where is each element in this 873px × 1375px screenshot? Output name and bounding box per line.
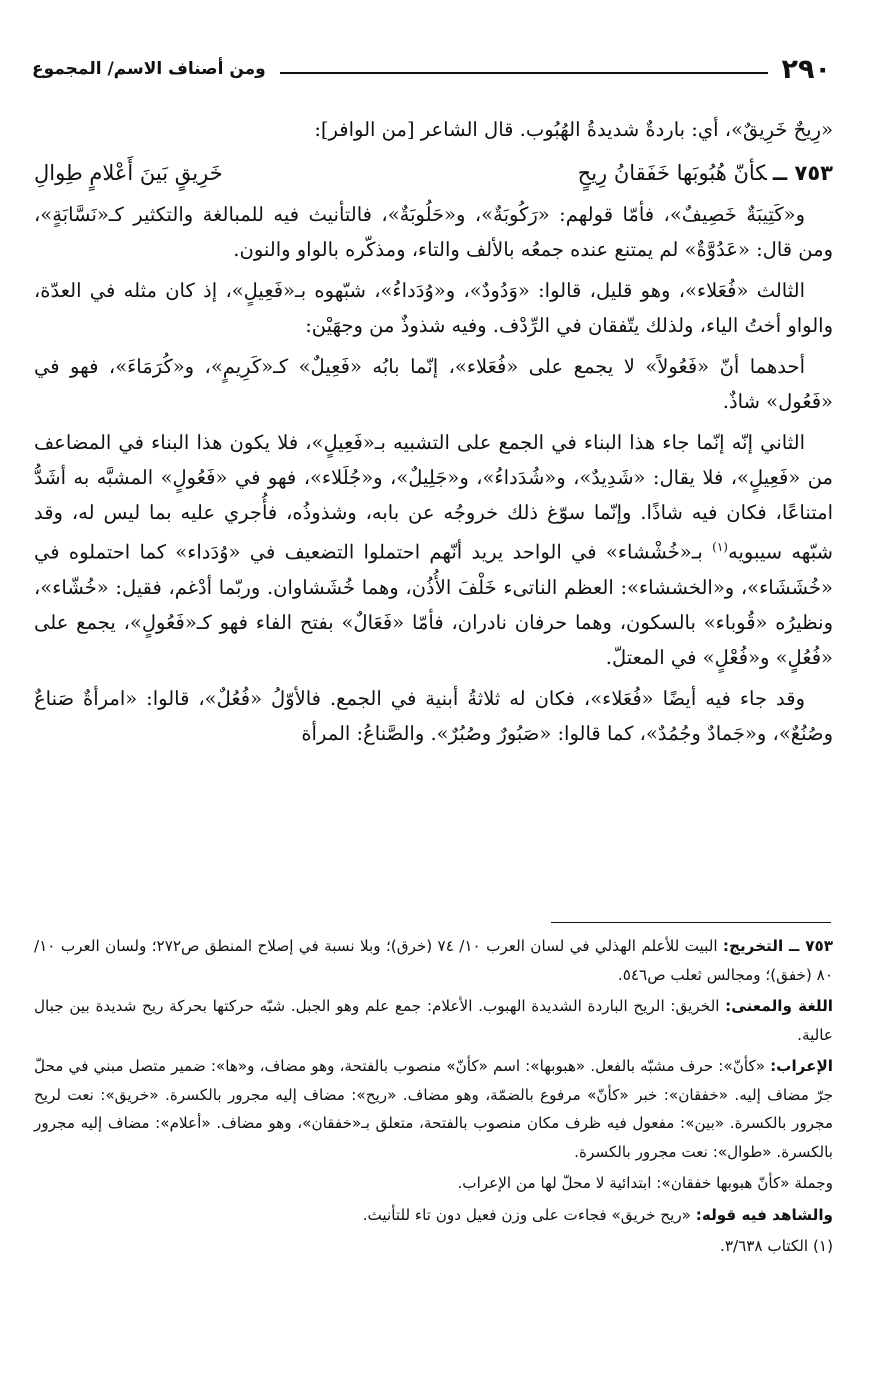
footnote-label: اللغة والمعنى: [725, 997, 833, 1015]
footnote-label: الإعراب: [770, 1057, 833, 1075]
page-number: ٢٩٠ [781, 53, 831, 85]
paragraph: أحدهما أنّ «فَعُولاً» لا يجمع على «فُعَلاء»، إنّما بابُه «فَعِيلٌ» كـ«كَرِيمٍ»، و«كُرَمَاءَ»، فهو في «فَعُول» شاذٌ. [34, 355, 833, 413]
second-hemistich: خَرِيقٍ بَينَ أَعْلامٍ طِوالِ [34, 161, 223, 185]
footnote-irab [34, 1052, 833, 1166]
footnote-text: «كأنّ»: حرف مشبّه بالفعل. «هبوبها»: اسم «كأنّ» منصوب بالفتحة، وهو مضاف، و«ها»: ضمير متصل مبني في محلّ جرّ مضاف إليه. «خفقان»: خبر «كأنّ» مرفوع بالضمّة، وهو مضاف. «ريح»: مضاف إليه مجرور بالكسرة. «خريق»: نعت لريح مجرور بالكسرة. «بين»: مفعول فيه ظرف مكان منصوب بالفتحة، متعلق بـ«خفقان»، وهو مضاف. «أعلام»: مضاف إليه مجرور بالكسرة. «طوال»: نعت مجرور بالكسرة. [34, 1057, 833, 1161]
paragraph: الثالث «فُعَلاء»، وهو قليل، قالوا: «وَدُودٌ»، و«وُدَداءُ»، شبّهوه بـ«فَعِيلٍ»، إذ كان مثله في العدّة، والواو أختُ الياء، ولذلك يتّفقان في الرِّدْف. وفيه شذوذٌ من وجهَيْن: [34, 279, 833, 337]
paragraph: وقد جاء فيه أيضًا «فُعَلاء»، فكان له ثلاثةُ أبنية في الجمع. فالأوّلُ «فُعُلٌ»، قالوا: «امرأةٌ صَناعٌ وصُنُعٌ»، و«جَمادٌ وجُمُدٌ»، كما قالوا: «صَبُورٌ وصُبُرٌ». والصَّناعُ: المرأة [34, 686, 833, 745]
footnote-shahid [34, 1201, 833, 1230]
verse-first-line [578, 153, 833, 193]
footnote-takhrij [34, 932, 833, 989]
page-header [32, 52, 831, 86]
paragraph [34, 425, 833, 675]
footnote-jumla: وجملة «كأنّ هبوبها خفقان»: ابتدائية لا محلّ لها من الإعراب. [457, 1174, 833, 1192]
header-rule [280, 72, 768, 74]
footnote-text: الخريق: الريح الباردة الشديدة الهبوب. الأعلام: جمع علم وهو الجبل. شبّه حركتها بحركة ريح شديدة بين جبال عالية. [34, 997, 833, 1044]
footnote-reference: (١) الكتاب ٣/٦٣٨. [719, 1237, 833, 1255]
running-title: ومن أصناف الاسم/ المجموع [32, 59, 266, 79]
footnotes [34, 932, 833, 1264]
footnote-text: البيت للأعلم الهذلي في لسان العرب ١٠/ ٧٤ (خرق)؛ وبلا نسبة في إصلاح المنطق ص٢٧٢؛ ولسان العرب ١٠/ ٨٠ (خفق)؛ ومجالس ثعلب ص٥٤٦. [34, 937, 833, 984]
verse-number: ٧٥٣ ــ [772, 161, 833, 185]
paragraph-text: الثاني إنّه إنّما جاء هذا البناء في الجمع على التشبيه بـ«فَعِيلٍ»، فلا يكون هذا البناء في المضاعف من «فَعِيلٍ»، فلا يقال: «شَدِيدٌ»، و«شُدَداءُ»، و«جَلِيلٌ»، و«جُلَلاء»، فهو في «فَعُولٍ» المشبَّه به أشَدُّ امتناعًا، فكان فيه شاذًا. وإنّما سوّغ ذلك خروجُه عن بابه، وشذوذُه، فأُجري عليه بما ليس له، وقد شبّهه سيبويه [34, 431, 833, 564]
footnote-lugha [34, 992, 833, 1049]
footnote-text: «ريح خريق» فجاءت على وزن فعيل دون تاء للتأنيث. [362, 1205, 696, 1224]
paragraph-text: بـ«خُشْشاء» في الواحد يريد أنّهم احتملوا التضعيف في «وُدَداء» كما احتملوه في «خُشَشَاء»، و«الخششاء»: العظم الناتىء خَلْفَ الأُذُن، وهما خُشَشاوان. وربّما أدْغم، فقيل: «خُشّاء»، ونظيرُه «قُوباء» بالسكون، وهما حرفان نادران، فأمّا «فَعَالٌ» بفتح الفاء فهو كـ«فَعُولٍ»، يجمع على «فُعُلٍ» و«فُعْلٍ» في المعتلّ. [34, 540, 833, 669]
footnote-marker[interactable]: (١) [712, 540, 728, 554]
footnote-label: والشاهد فيه قوله: [695, 1205, 833, 1224]
footnote-label: ٧٥٣ ــ التخريج: [722, 937, 833, 955]
footnote-rule [551, 922, 831, 923]
poetry-verse [34, 153, 833, 193]
first-hemistich: كأنّ هُبُوبَها خَفَقانُ رِيحٍ [577, 161, 767, 185]
paragraph: و«كَتِيبَةٌ خَصِيفٌ»، فأمّا قولهم: «رَكُوبَةٌ»، و«حَلُوبَةٌ»، فالتأنيث فيه للمبالغة والتكثير كـ«نَسَّابَةٍ»، ومن قال: «عَدُوَّةٌ» لم يمتنع عنده جمعُه بالألف والتاء، ومذكّره بالواو والنون. [34, 203, 833, 261]
main-text [34, 112, 833, 757]
paragraph: «رِيحٌ خَرِيقٌ»، أي: باردةٌ شديدةُ الهُبُوب. قال الشاعر [من الوافر]: [314, 118, 833, 141]
